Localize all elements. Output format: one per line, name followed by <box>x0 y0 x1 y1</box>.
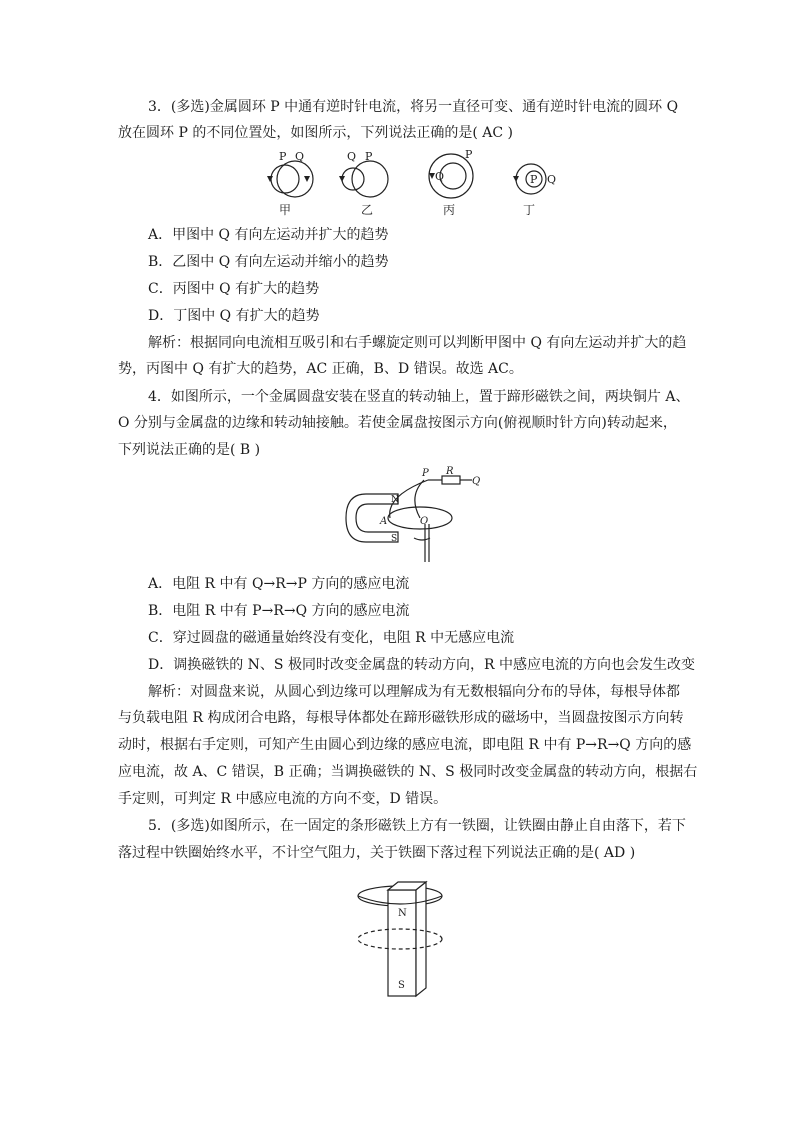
q4-stem-line-3: 下列说法正确的是( B ) <box>118 442 261 458</box>
fig-jia-label-p: P <box>279 150 287 163</box>
q3-figure <box>255 148 575 218</box>
label-n: N <box>391 495 399 505</box>
fig-ding-label-q: Q <box>547 173 557 186</box>
q5-figure <box>352 872 448 1002</box>
q3-option-d: D．丁图中 Q 有扩大的趋势 <box>148 308 320 324</box>
q4-analysis-line-4: 应电流，故 A、C 错误，B 正确；当调换磁铁的 N、S 极同时改变金属盘的转动方向，根据右 <box>118 764 698 780</box>
q4-option-b: B．电阻 R 中有 P→R→Q 方向的感应电流 <box>148 603 410 619</box>
fig-yi-ring-q <box>342 168 364 190</box>
q3-analysis-line-2: 势，丙图中 Q 有扩大的趋势，AC 正确，B、D 错误。故选 AC。 <box>118 361 523 377</box>
fig-yi-label-p: P <box>365 150 373 163</box>
bar-magnet-side-face <box>416 882 426 996</box>
q5-stem-line-1: 5．(多选)如图所示，在一固定的条形磁铁上方有一铁圈，让铁圈由静止自由落下，若下 <box>148 818 686 834</box>
q3-stem-line-2: 放在圆环 P 的不同位置处，如图所示，下列说法正确的是( AC ) <box>118 125 513 141</box>
label-a: A <box>380 516 388 527</box>
q3-figure-svg <box>255 148 575 218</box>
label-p: P <box>422 468 429 479</box>
q4-option-c: C．穿过圆盘的磁通量始终没有变化，电阻 R 中无感应电流 <box>148 630 515 646</box>
fig-ding-arrow <box>513 176 519 182</box>
q4-option-a: A．电阻 R 中有 Q→R→P 方向的感应电流 <box>148 576 410 592</box>
fig-caption-jia: 甲 <box>279 203 292 217</box>
q5-stem-line-2: 落过程中铁圈始终水平，不计空气阻力，关于铁圈下落过程下列说法正确的是( AD ) <box>118 845 636 861</box>
fig-jia-arrow <box>267 176 273 182</box>
q4-analysis-line-2: 与负载电阻 R 构成闭合电路，每根导体都处在蹄形磁铁形成的磁场中，当圆盘按图示方向转 <box>118 710 684 726</box>
fig-yi-ring-p <box>352 161 388 197</box>
q4-analysis-line-1: 解析：对圆盘来说，从圆心到边缘可以理解成为有无数根辐向分布的导体，每根导体都 <box>148 684 680 700</box>
q3-stem-line-1: 3．(多选)金属圆环 P 中通有逆时针电流，将另一直径可变、通有逆时针电流的圆环 Q <box>148 99 679 115</box>
q3-option-b: B．乙图中 Q 有向左运动并缩小的趋势 <box>148 254 389 270</box>
fig-yi-label-q: Q <box>347 150 357 163</box>
fig-caption-bing: 丙 <box>443 203 456 217</box>
resistor-r <box>442 476 460 484</box>
fig-caption-ding: 丁 <box>523 203 536 217</box>
rotation-direction-arrow <box>414 538 430 540</box>
q4-stem-line-2: O 分别与金属盘的边缘和转动轴接触。若使金属盘按图示方向(俯视顺时针方向)转动起来， <box>118 415 677 431</box>
q4-analysis-line-3: 动时，根据右手定则，可知产生由圆心到边缘的感应电流，即电阻 R 中有 P→R→Q 方向的感 <box>118 737 692 753</box>
magnet-label-n: N <box>398 908 407 919</box>
fig-bing-label-q: Q <box>435 170 445 183</box>
fig-yi-arrow <box>339 176 345 182</box>
q5-figure-svg <box>352 872 448 1002</box>
fig-bing-label-p: P <box>465 148 473 161</box>
q4-stem-line-1: 4．如图所示，一个金属圆盘安装在竖直的转动轴上，置于蹄形磁铁之间，两块铜片 A、 <box>148 389 690 405</box>
label-o: O <box>420 516 429 527</box>
q3-option-c: C．丙图中 Q 有扩大的趋势 <box>148 281 320 297</box>
label-q: Q <box>472 476 481 487</box>
label-s: S <box>391 534 398 544</box>
fig-jia-label-q: Q <box>295 150 305 163</box>
label-r: R <box>446 466 454 477</box>
fig-caption-yi: 乙 <box>361 203 374 217</box>
q4-analysis-line-5: 手定则，可判定 R 中感应电流的方向不变，D 错误。 <box>118 791 448 807</box>
q4-figure-svg <box>338 466 488 566</box>
q3-option-a: A．甲图中 Q 有向左运动并扩大的趋势 <box>148 227 389 243</box>
fig-jia-ring-q <box>271 165 299 193</box>
magnet-label-s: S <box>398 980 405 991</box>
q4-option-d: D．调换磁铁的 N、S 极同时改变金属盘的转动方向，R 中感应电流的方向也会发生改变 <box>148 657 695 673</box>
q3-analysis-line-1: 解析：根据同向电流相互吸引和右手螺旋定则可以判断甲图中 Q 有向左运动并扩大的趋 <box>148 335 687 351</box>
fig-jia-arrow-2 <box>304 176 310 182</box>
q4-figure <box>338 466 488 566</box>
fig-ding-label-p: P <box>530 173 538 186</box>
